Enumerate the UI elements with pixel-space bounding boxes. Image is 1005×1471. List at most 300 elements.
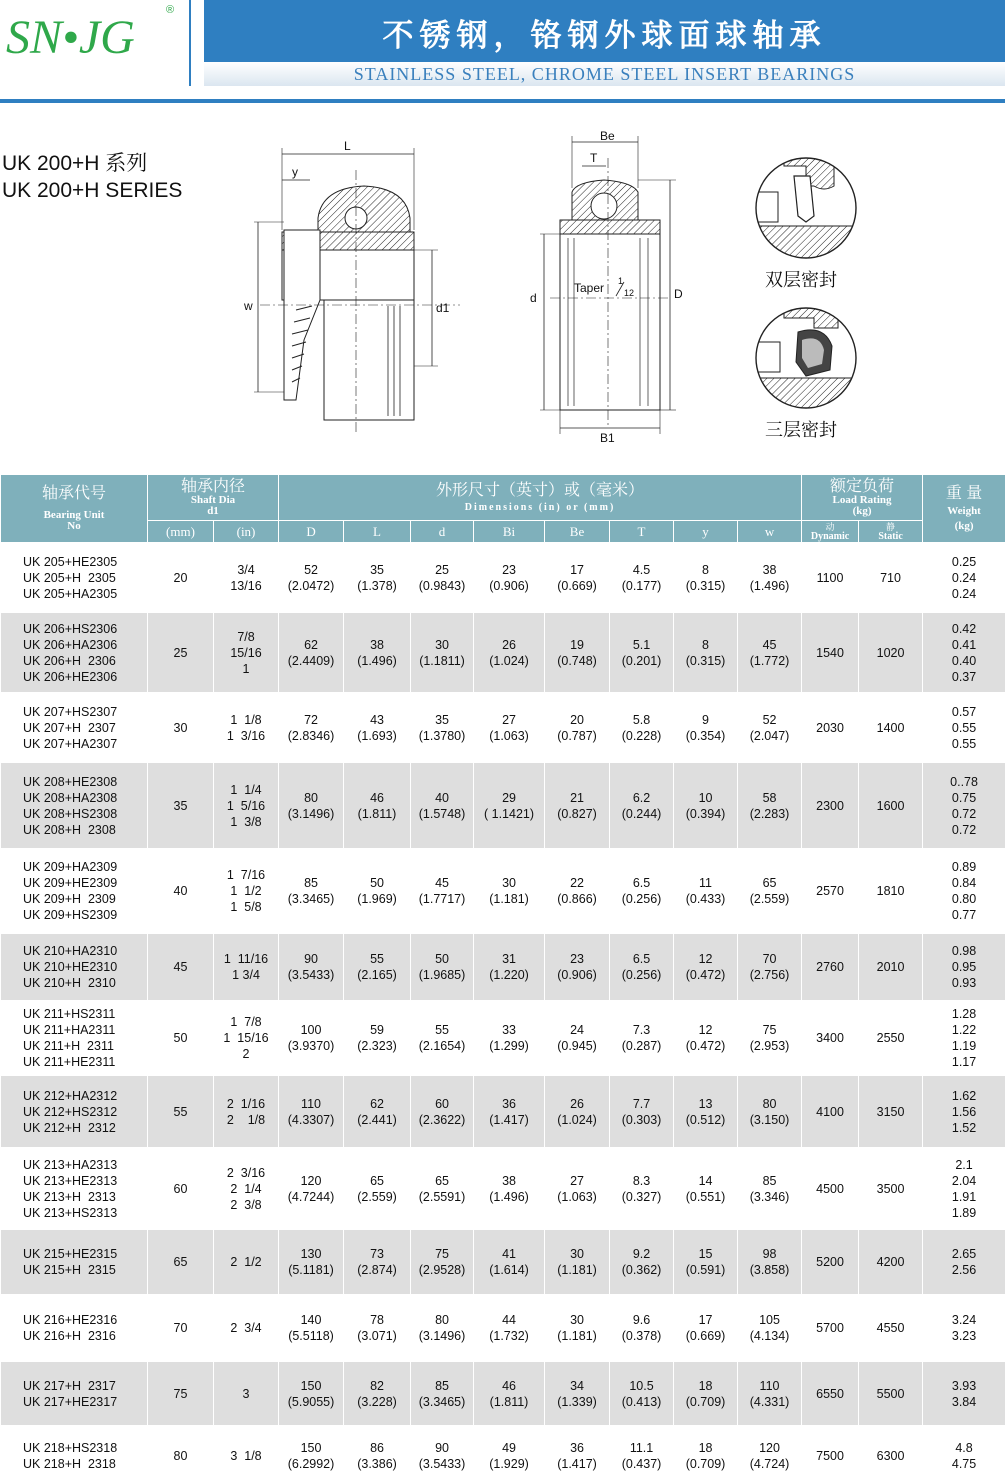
dim-T-in: (0.287): [621, 1039, 662, 1053]
bearing-unit-no: UK 213+HE2313: [23, 1173, 118, 1188]
shaft-in-value: 2 1/8: [226, 1112, 266, 1127]
dim-d-in: (1.3780): [418, 728, 466, 743]
dim-d-cell: [411, 1362, 474, 1426]
load-static-value: 1600: [876, 798, 905, 813]
dim-w-in: (4.134): [749, 1329, 790, 1343]
dim-w-lines: [738, 1370, 801, 1418]
dim-L-lines: [344, 1014, 410, 1062]
bearing-unit-no: UK 212+HA2312: [23, 1088, 118, 1103]
dim-Be-mm: 30: [570, 1247, 584, 1261]
bearing-unit-no: UK 215+HE2315: [23, 1247, 118, 1261]
bearing-unit-no: UK 209+H 2309: [23, 892, 116, 906]
dim-w-in: (2.953): [749, 1039, 790, 1053]
shaft-in-value: 1 1/4: [230, 782, 262, 797]
dim-D-mm: 110: [301, 1096, 321, 1111]
bearing-unit-no: UK 209+HA2309: [23, 860, 118, 874]
dim-d-lines: [411, 943, 473, 991]
dim-w-lines: [738, 867, 801, 915]
dim-T-mm: 9.2: [632, 1247, 651, 1261]
weight-lines: [923, 1153, 1005, 1225]
dim-Bi-cell: [474, 849, 545, 934]
load-static-value: 2010: [876, 960, 905, 974]
col-Be: Be: [545, 521, 610, 543]
dim-Be-lines: [545, 704, 609, 752]
bearing-unit-cell: [1, 1426, 148, 1471]
bearing-unit-no: UK 206+HA2306: [23, 637, 118, 652]
dim-y-lines: [674, 867, 737, 915]
bearing-unit-no: UK 211+H 2311: [23, 1039, 114, 1053]
dim-y-lines: [674, 943, 737, 991]
dim-w-mm: 38: [762, 562, 777, 577]
dim-L-mm: 78: [370, 1313, 384, 1327]
bearing-unit-no: UK 212+H 2312: [23, 1120, 116, 1135]
bearing-unit-no: UK 218+H 2318: [23, 1456, 116, 1471]
bearing-unit-no: UK 205+HE2305: [23, 554, 118, 569]
load-static-value: 5500: [876, 1386, 905, 1401]
dim-w-mm: 58: [762, 790, 777, 805]
dim-L-cell: [344, 849, 411, 934]
load-dynamic-value: 4500: [816, 1181, 844, 1196]
dim-L-in: (1.811): [357, 806, 397, 821]
dim-y-cell: [674, 849, 738, 934]
dim-d-in: (1.1811): [419, 653, 465, 668]
dim-y-in: (0.315): [685, 578, 726, 593]
dim-L-in: (1.496): [357, 653, 397, 668]
dim-L-mm: 55: [370, 952, 384, 966]
dim-L-cell: [344, 543, 411, 613]
dim-T-lines: [610, 1165, 673, 1213]
weight-lines: [923, 1242, 1005, 1282]
dim-Bi-cell: [474, 1001, 545, 1076]
subtitle-banner: [204, 62, 1005, 86]
dim-y-in: (0.591): [685, 1263, 726, 1277]
dim-D-mm: 120: [300, 1173, 322, 1188]
shaft-mm-value: 45: [173, 960, 188, 974]
dim-L-in: (2.323): [357, 1039, 397, 1053]
shaft-mm-value: 60: [173, 1181, 188, 1196]
dim-D-lines: [279, 1370, 343, 1418]
dim-Be-mm: 21: [570, 790, 584, 805]
bearing-unit-no: UK 210+H 2310: [23, 976, 116, 990]
weight-value: 2.65: [951, 1247, 977, 1261]
load-static-value: 4200: [876, 1255, 905, 1269]
dim-L-in: (2.441): [357, 1112, 397, 1127]
bearing-unit-no: UK 213+HA2313: [23, 1157, 118, 1172]
shaft-in-cell: [214, 1426, 279, 1471]
dim-Be-cell: [545, 1148, 610, 1230]
col-load-rating-unit: (kg): [852, 504, 872, 517]
dim-D-in: (2.0472): [287, 578, 335, 593]
dim-label-d1: d1: [436, 301, 450, 315]
shaft-mm-cell: [148, 1001, 214, 1076]
dim-T-lines: [610, 1370, 673, 1418]
dim-T-mm: 7.7: [632, 1096, 651, 1111]
dim-Be-lines: [545, 1238, 609, 1286]
dim-D-mm: 150: [300, 1440, 322, 1455]
dim-y-mm: 8: [702, 562, 709, 577]
dim-D-in: (5.9055): [287, 1394, 335, 1409]
weight-value: 0.89: [951, 860, 977, 874]
shaft-in-value: 3/4: [237, 562, 255, 577]
dim-T-in: (0.378): [621, 1329, 662, 1343]
dim-Bi-mm: 49: [502, 1440, 516, 1455]
dim-w-cell: [738, 934, 802, 1001]
dim-L-lines: [344, 1165, 410, 1213]
weight-value: 3.24: [951, 1313, 977, 1327]
bearing-unit-cell: [1, 1362, 148, 1426]
shaft-in-value: 13/16: [230, 578, 262, 593]
dim-Bi-lines: [474, 554, 544, 602]
dim-y-mm: 9: [702, 712, 709, 727]
dim-Be-cell: [545, 1362, 610, 1426]
dim-d-in: (1.5748): [418, 806, 466, 821]
weight-cell: [923, 1076, 1005, 1148]
dim-D-in: (2.8346): [287, 728, 335, 743]
dim-L-mm: 82: [370, 1378, 384, 1393]
bearing-unit-no: UK 210+HA2310: [23, 944, 118, 958]
dim-L-mm: 43: [370, 712, 384, 727]
dim-Be-in: (1.024): [557, 1112, 597, 1127]
dim-T-in: (0.256): [621, 892, 662, 906]
dim-y-in: (0.709): [685, 1394, 726, 1409]
weight-value: 0.77: [951, 908, 977, 922]
bearing-unit-cell: [1, 613, 148, 693]
shaft-in-value: 2 3/16: [226, 1165, 266, 1180]
load-dynamic-value: 1100: [816, 570, 844, 585]
dim-Bi-in: (1.417): [489, 1112, 529, 1127]
dim-w-cell: [738, 763, 802, 849]
bearing-unit-no: UK 207+HA2307: [23, 736, 118, 751]
dim-D-in: (6.2992): [287, 1456, 335, 1471]
dim-d-cell: [411, 1001, 474, 1076]
load-dynamic-cell: [802, 613, 859, 693]
dim-L-in: (1.378): [357, 578, 397, 593]
dim-D-in: (4.7244): [287, 1189, 335, 1204]
dim-d-in: (3.3465): [418, 1394, 466, 1409]
col-d: d: [411, 521, 474, 543]
dim-T-cell: [610, 613, 674, 693]
dim-T-in: (0.437): [621, 1456, 662, 1471]
dim-Bi-in: (0.906): [489, 578, 529, 593]
dim-d-in: (2.3622): [418, 1112, 466, 1127]
dim-T-mm: 8.3: [632, 1173, 651, 1188]
dim-T-in: (0.201): [621, 653, 662, 668]
dim-T-in: (0.303): [621, 1112, 662, 1127]
dim-L-mm: 73: [370, 1247, 384, 1261]
col-static-cn: 静: [886, 521, 896, 532]
dim-w-in: (3.858): [749, 1263, 790, 1277]
dim-Bi-mm: 30: [502, 876, 516, 890]
dim-Bi-in: (1.496): [489, 1189, 529, 1204]
dim-L-cell: [344, 1426, 411, 1471]
dim-y-cell: [674, 1148, 738, 1230]
dim-Be-mm: 22: [570, 876, 584, 890]
dim-T-cell: [610, 1148, 674, 1230]
load-static-cell: [859, 934, 923, 1001]
dim-y-mm: 14: [698, 1173, 713, 1188]
bearing-unit-no: UK 218+HS2318: [23, 1440, 118, 1455]
dim-w-cell: [738, 1148, 802, 1230]
shaft-in-value: 1 3/16: [226, 728, 266, 743]
col-shaft-dia-symbol: d1: [207, 504, 219, 517]
dim-T-in: (0.244): [621, 806, 662, 821]
shaft-mm-value: 70: [173, 1321, 188, 1335]
weight-value: 1.62: [951, 1088, 977, 1103]
table-row: [1, 693, 1005, 763]
logo-text: SN•JG: [6, 11, 135, 64]
shaft-mm-cell: [148, 934, 214, 1001]
dim-y-lines: [674, 1165, 737, 1213]
col-weight: [923, 475, 1005, 543]
dim-d-mm: 80: [435, 1313, 449, 1327]
dim-D-lines: [279, 1238, 343, 1286]
load-static-cell: [859, 1230, 923, 1295]
dim-Bi-mm: 26: [502, 637, 516, 652]
dim-L-lines: [344, 1304, 410, 1352]
dim-y-lines: [674, 554, 737, 602]
dim-T-lines: [610, 704, 673, 752]
dim-Bi-cell: [474, 763, 545, 849]
dim-Bi-cell: [474, 543, 545, 613]
weight-lines: [923, 1308, 1005, 1348]
weight-value: 4.75: [951, 1456, 977, 1471]
dim-Bi-in: (1.063): [489, 728, 529, 743]
registered-mark: ®: [166, 4, 175, 16]
dim-Bi-lines: [474, 1088, 544, 1136]
weight-value: 0.98: [951, 944, 977, 958]
dim-Bi-in: (1.181): [489, 892, 529, 906]
dim-L-lines: [344, 1432, 410, 1471]
dim-label-D: D: [674, 287, 683, 301]
dim-d-lines: [411, 1014, 473, 1062]
weight-lines: [923, 1436, 1005, 1471]
dim-Be-mm: 23: [570, 952, 584, 966]
dim-D-cell: [279, 1426, 344, 1471]
weight-value: 1.52: [951, 1120, 977, 1135]
dim-y-in: (0.472): [685, 968, 726, 982]
dim-w-mm: 65: [762, 876, 777, 890]
dim-D-mm: 100: [300, 1023, 322, 1037]
dim-w-in: (3.150): [749, 1112, 790, 1127]
dim-d-mm: 35: [435, 712, 449, 727]
dim-y-in: (0.394): [685, 806, 726, 821]
weight-value: 1.17: [951, 1055, 977, 1069]
dim-Bi-mm: 38: [502, 1173, 516, 1188]
dim-w-mm: 80: [762, 1096, 777, 1111]
weight-value: 0.55: [951, 720, 977, 735]
load-static-value: 1400: [876, 720, 905, 735]
dim-d-cell: [411, 1230, 474, 1295]
dim-D-lines: [279, 704, 343, 752]
dim-T-mm: 6.5: [632, 952, 651, 966]
dim-d-cell: [411, 763, 474, 849]
dim-y-mm: 15: [698, 1247, 713, 1261]
dim-D-lines: [279, 1088, 343, 1136]
series-title-cn: UK 200+H 系列: [2, 152, 148, 175]
header-divider: [0, 99, 1005, 103]
bearing-unit-cell: [1, 934, 148, 1001]
dim-T-cell: [610, 1230, 674, 1295]
dim-Be-cell: [545, 1295, 610, 1362]
dim-w-cell: [738, 1362, 802, 1426]
dim-D-cell: [279, 693, 344, 763]
shaft-mm-value: 55: [173, 1104, 188, 1119]
shaft-in-cell: [214, 1001, 279, 1076]
dim-d-lines: [411, 704, 473, 752]
shaft-in-lines: [214, 772, 278, 840]
dim-Bi-mm: 29: [502, 790, 516, 805]
col-shaft-in: (in): [214, 521, 279, 543]
dim-Be-lines: [545, 1014, 609, 1062]
weight-value: 3.23: [951, 1329, 977, 1343]
dim-D-lines: [279, 867, 343, 915]
load-static-cell: [859, 613, 923, 693]
shaft-in-value: 3: [242, 1386, 250, 1401]
dim-Bi-cell: [474, 1076, 545, 1148]
bearing-unit-no: UK 208+HE2308: [23, 774, 118, 789]
dim-L-in: (1.693): [357, 728, 397, 743]
dim-L-cell: [344, 1001, 411, 1076]
load-static-cell: [859, 543, 923, 613]
shaft-mm-value: 40: [173, 884, 188, 898]
dim-y-cell: [674, 1426, 738, 1471]
dim-Bi-lines: [474, 704, 544, 752]
bearing-unit-no: UK 211+HA2311: [23, 1023, 116, 1037]
dim-Bi-mm: 41: [502, 1247, 516, 1261]
shaft-in-cell: [214, 763, 279, 849]
dim-L-mm: 86: [370, 1440, 384, 1455]
dim-d-cell: [411, 1295, 474, 1362]
dim-w-lines: [738, 1165, 801, 1213]
dim-w-lines: [738, 1088, 801, 1136]
shaft-mm-value: 20: [173, 570, 188, 585]
shaft-in-cell: [214, 543, 279, 613]
shaft-mm-value: 25: [173, 645, 188, 660]
dim-d-lines: [411, 629, 473, 677]
shaft-in-cell: [214, 934, 279, 1001]
dim-D-mm: 85: [304, 876, 318, 890]
dim-d-lines: [411, 1304, 473, 1352]
insert-section-drawing: [520, 128, 700, 448]
dim-d-lines: [411, 554, 473, 602]
weight-cell: [923, 1295, 1005, 1362]
shaft-in-lines: [214, 619, 278, 687]
dim-d-in: (3.1496): [418, 1329, 466, 1343]
dim-L-lines: [344, 943, 410, 991]
shaft-mm-cell: [148, 1295, 214, 1362]
load-static-value: 1810: [876, 884, 905, 898]
dim-d-lines: [411, 782, 473, 830]
shaft-mm-value: 35: [173, 798, 188, 813]
weight-value: 1.91: [951, 1189, 977, 1204]
shaft-mm-value: 75: [173, 1386, 188, 1401]
weight-cell: [923, 763, 1005, 849]
dim-T-lines: [610, 554, 673, 602]
shaft-in-value: 1 7/8: [230, 1015, 262, 1029]
dim-d-mm: 25: [435, 562, 449, 577]
dim-w-cell: [738, 1230, 802, 1295]
dim-w-lines: [738, 554, 801, 602]
dim-Be-in: (1.339): [557, 1394, 597, 1409]
dim-d-mm: 90: [435, 1440, 449, 1455]
load-dynamic-cell: [802, 1076, 859, 1148]
double-seal-detail: [754, 156, 858, 260]
weight-value: 1.19: [951, 1039, 977, 1053]
weight-value: 3.84: [951, 1394, 977, 1409]
shaft-in-lines: [214, 1438, 278, 1471]
dim-T-in: (0.413): [621, 1394, 662, 1409]
dim-D-cell: [279, 763, 344, 849]
taper-ratio-den: 12: [624, 288, 635, 298]
col-Bi: Bi: [474, 521, 545, 543]
col-shaft-dia-en: Shaft Dia: [190, 493, 236, 506]
weight-value: 0.95: [951, 960, 977, 974]
dim-D-lines: [279, 1432, 343, 1471]
dim-d-cell: [411, 693, 474, 763]
weight-value: 0.57: [951, 704, 977, 719]
dim-D-cell: [279, 1295, 344, 1362]
dim-y-cell: [674, 613, 738, 693]
weight-value: 2.56: [951, 1263, 977, 1277]
dim-Be-in: (1.417): [557, 1456, 597, 1471]
shaft-mm-cell: [148, 543, 214, 613]
dim-w-cell: [738, 543, 802, 613]
shaft-mm-cell: [148, 1426, 214, 1471]
dim-Be-lines: [545, 554, 609, 602]
dim-d-cell: [411, 934, 474, 1001]
dim-Bi-in: (1.220): [489, 968, 529, 982]
dim-T-cell: [610, 849, 674, 934]
load-dynamic-cell: [802, 1362, 859, 1426]
dim-Bi-cell: [474, 1295, 545, 1362]
dim-y-mm: 18: [698, 1440, 713, 1455]
load-static-value: 6300: [876, 1448, 905, 1463]
dim-L-lines: [344, 704, 410, 752]
bearing-unit-no: UK 217+HE2317: [23, 1394, 118, 1409]
bearing-unit-no: UK 217+H 2317: [23, 1378, 116, 1393]
dim-y-mm: 18: [698, 1378, 713, 1393]
bearing-unit-no: UK 205+H 2305: [23, 570, 116, 585]
dim-T-mm: 11.1: [629, 1440, 654, 1455]
dim-y-lines: [674, 1014, 737, 1062]
dim-d-mm: 55: [435, 1023, 449, 1037]
col-bearing-unit-cn: 轴承代号: [41, 484, 106, 502]
bearing-unit-no: UK 210+HE2310: [23, 960, 118, 974]
table-row: [1, 1362, 1005, 1426]
dim-T-lines: [610, 1238, 673, 1286]
load-dynamic-value: 2030: [816, 720, 844, 735]
dim-label-y: y: [292, 165, 298, 179]
dim-Bi-lines: [474, 1165, 544, 1213]
dim-T-mm: 7.3: [632, 1023, 651, 1037]
dim-label-Be: Be: [600, 129, 615, 143]
dim-L-mm: 65: [370, 1173, 384, 1188]
dim-d-mm: 60: [435, 1096, 449, 1111]
dim-w-lines: [738, 943, 801, 991]
weight-value: 0.41: [951, 637, 977, 652]
shaft-in-value: 1 15/16: [223, 1031, 269, 1045]
dim-T-lines: [610, 867, 673, 915]
load-dynamic-cell: [802, 934, 859, 1001]
dim-Be-in: (0.669): [557, 578, 597, 593]
dim-D-mm: 52: [304, 562, 318, 577]
col-weight-cn: 重 量: [945, 484, 983, 502]
load-dynamic-value: 5200: [816, 1255, 844, 1269]
shaft-in-lines: [214, 941, 278, 993]
dim-D-in: (5.5118): [288, 1329, 334, 1343]
bearing-unit-no: UK 209+HS2309: [23, 908, 118, 922]
dim-L-in: (2.874): [357, 1263, 397, 1277]
